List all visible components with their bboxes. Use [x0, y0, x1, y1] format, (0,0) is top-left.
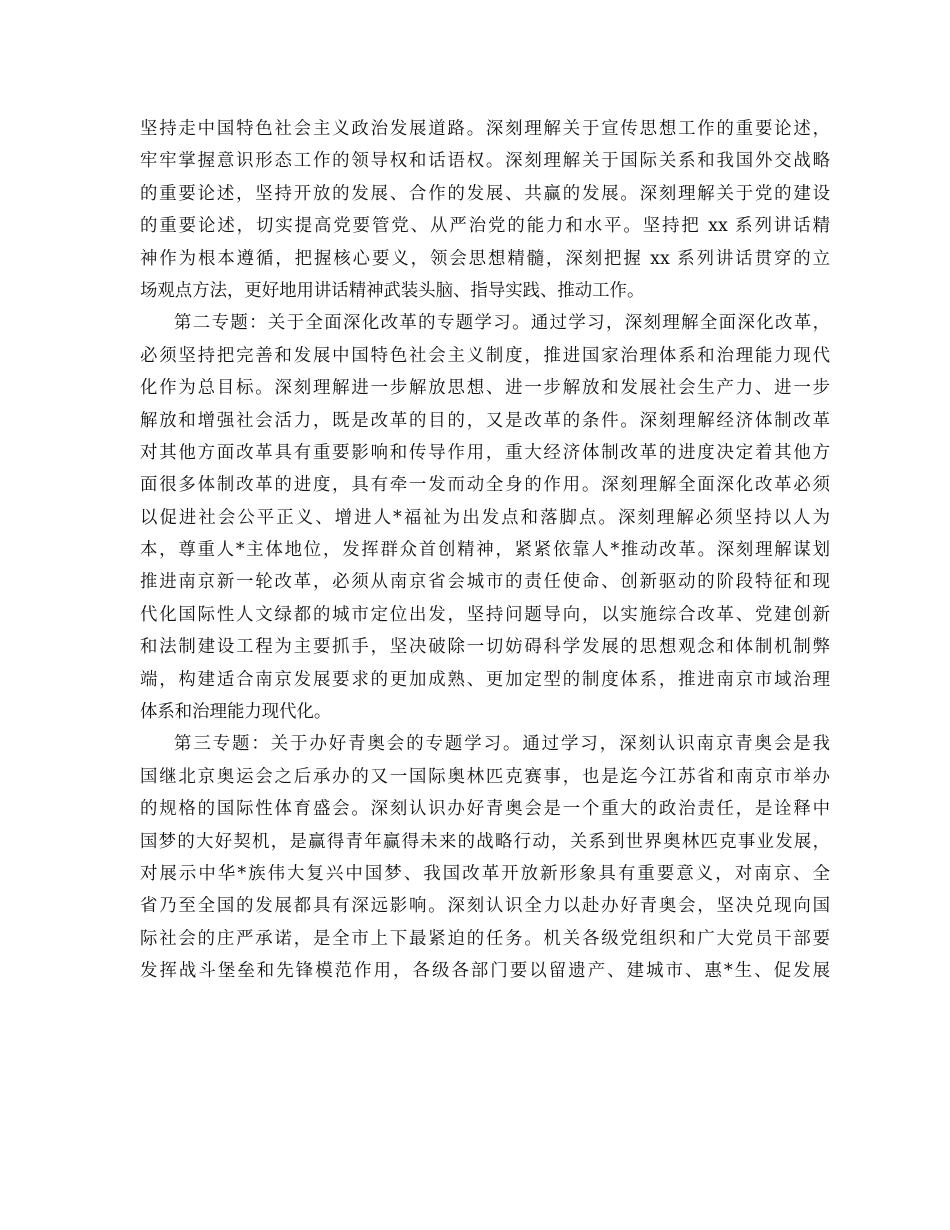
text-line: 化作为总目标。深刻理解进一步解放思想、进一步解放和发展社会生产力、进一步: [140, 378, 830, 399]
text-line: 解放和增强社会活力，既是改革的目的，又是改革的条件。深刻理解经济体制改革: [140, 410, 830, 431]
text-line: 以促进社会公平正义、增进人*福祉为出发点和落脚点。深刻理解必须坚持以人为: [140, 507, 830, 528]
text-line: 神作为根本遵循，把握核心要义，领会思想精髓，深刻把握 xx 系列讲话贯穿的立: [140, 248, 830, 269]
text-line: 的规格的国际性体育盛会。深刻认识办好青奥会是一个重大的政治责任，是诠释中: [140, 799, 830, 820]
text-line: 的重要论述，坚持开放的发展、合作的发展、共赢的发展。深刻理解关于党的建设: [140, 183, 830, 204]
text-line: 对其他方面改革具有重要影响和传导作用，重大经济体制改革的进度决定着其他方: [140, 442, 830, 463]
text-line: 国继北京奥运会之后承办的又一国际奥林匹克赛事，也是迄今江苏省和南京市举办: [140, 766, 830, 787]
text-line: 坚持走中国特色社会主义政治发展道路。深刻理解关于宣传思想工作的重要论述，: [140, 119, 830, 139]
text-line: 第二专题：关于全面深化改革的专题学习。通过学习，深刻理解全面深化改革，: [174, 313, 830, 334]
text-line: 体系和治理能力现代化。: [140, 702, 332, 723]
text-line: 第三专题：关于办好青奥会的专题学习。通过学习，深刻认识南京青奥会是我: [174, 734, 830, 755]
paragraph-1: [140, 113, 830, 307]
paragraph-2: [140, 307, 830, 728]
text-line: 推进南京新一轮改革，必须从南京省会城市的责任使命、创新驱动的阶段特征和现: [140, 572, 830, 593]
text-line: 必须坚持把完善和发展中国特色社会主义制度，推进国家治理体系和治理能力现代: [140, 345, 830, 366]
paragraph-3: [140, 728, 830, 987]
text-line: 代化国际性人文绿都的城市定位出发，坚持问题导向，以实施综合改革、党建创新: [140, 604, 830, 625]
text-line: 牢牢掌握意识形态工作的领导权和话语权。深刻理解关于国际关系和我国外交战略: [140, 151, 830, 172]
text-line: 端，构建适合南京发展要求的更加成熟、更加定型的制度体系，推进南京市域治理: [140, 669, 830, 690]
text-line: 面很多体制改革的进度，具有牵一发而动全身的作用。深刻理解全面深化改革必须: [140, 475, 830, 496]
text-line: 和法制建设工程为主要抓手，坚决破除一切妨碍科学发展的思想观念和体制机制弊: [140, 637, 830, 658]
text-line: 省乃至全国的发展都具有深远影响。深刻认识全力以赴办好青奥会，坚决兑现向国: [140, 896, 830, 917]
text-line: 国梦的大好契机，是赢得青年赢得未来的战略行动，关系到世界奥林匹克事业发展，: [140, 831, 830, 852]
text-line: 际社会的庄严承诺，是全市上下最紧迫的任务。机关各级党组织和广大党员干部要: [140, 928, 830, 949]
document-body: [140, 113, 830, 988]
text-line: 对展示中华*族伟大复兴中国梦、我国改革开放新形象具有重要意义，对南京、全: [140, 863, 830, 884]
text-line: 场观点方法，更好地用讲话精神武装头脑、指导实践、推动工作。: [140, 280, 645, 301]
text-line: 发挥战斗堡垒和先锋模范作用，各级各部门要以留遗产、建城市、惠*生、促发展: [140, 961, 830, 982]
text-line: 的重要论述，切实提高党要管党、从严治党的能力和水平。坚持把 xx 系列讲话精: [140, 216, 830, 237]
text-line: 本，尊重人*主体地位，发挥群众首创精神，紧紧依靠人*推动改革。深刻理解谋划: [140, 540, 830, 561]
